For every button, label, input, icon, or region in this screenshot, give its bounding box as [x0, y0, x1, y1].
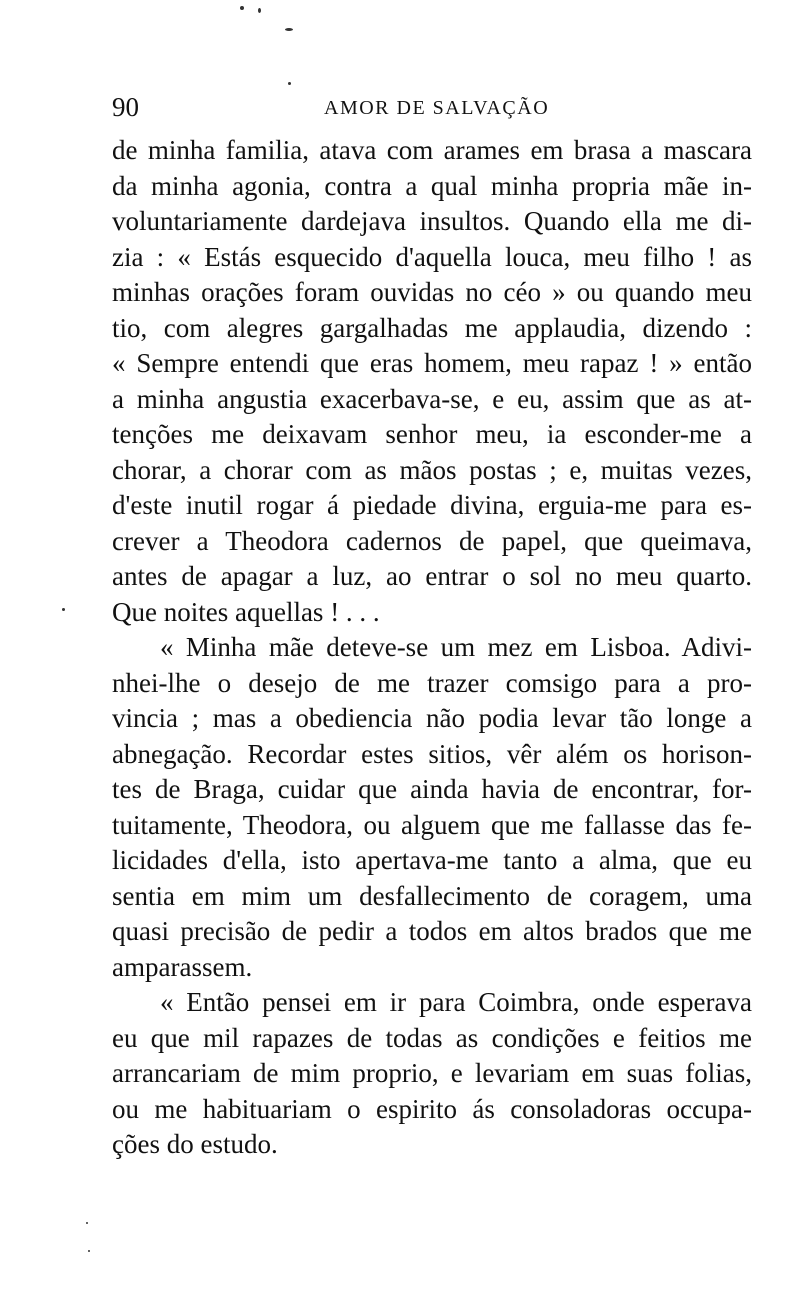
text-line: da minha agonia, contra a qual minha propria mãe in-	[112, 170, 752, 201]
print-speck	[258, 8, 261, 13]
print-speck	[240, 6, 244, 10]
text-line: nhei-lhe o desejo de me trazer comsigo para a pro-	[112, 667, 752, 698]
text-line: quasi precisão de pedir a todos em altos brados que me	[112, 916, 752, 946]
text-line: sentia em mim um desfallecimento de coragem, uma	[112, 880, 752, 911]
text-line: crever a Theodora cadernos de papel, que queimava,	[112, 525, 752, 556]
print-speck	[288, 82, 291, 85]
text-line: tio, com alegres gargalhadas me applaudia, dizendo :	[112, 312, 752, 343]
page-header	[112, 92, 752, 128]
print-speck	[285, 28, 293, 31]
text-line: zia : « Estás esquecido d'aquella louca, meu filho ! as	[112, 241, 752, 272]
text-line: abnegação. Recordar estes sitios, vêr além os horison-	[112, 738, 752, 769]
text-line: voluntariamente dardejava insultos. Quando ella me di-	[112, 206, 752, 236]
text-line: amparassem.	[112, 951, 253, 982]
text-line: ou me habituariam o espirito ás consoladoras occupa-	[112, 1093, 752, 1124]
text-line: a minha angustia exacerbava-se, e eu, assim que as at-	[112, 383, 752, 414]
print-speck	[62, 608, 65, 611]
text-line: tuitamente, Theodora, ou alguem que me fallasse das fe-	[112, 809, 752, 840]
print-speck	[88, 1250, 90, 1252]
text-line: antes de apagar a luz, ao entrar o sol no meu quarto.	[112, 561, 752, 591]
text-line: Que noites aquellas ! . . .	[112, 596, 380, 627]
text-line: tenções me deixavam senhor meu, ia esconder-me a	[112, 419, 752, 449]
text-line: ções do estudo.	[112, 1129, 278, 1159]
text-line: d'este inutil rogar á piedade divina, erguia-me para es-	[112, 490, 752, 520]
text-line: chorar, a chorar com as mãos postas ; e, muitas vezes,	[112, 454, 752, 485]
text-line: licidades d'ella, isto apertava-me tanto a alma, que eu	[112, 845, 752, 875]
text-line: de minha familia, atava com arames em brasa a mascara	[112, 135, 752, 165]
text-line: vincia ; mas a obediencia não podia levar tão longe a	[112, 703, 752, 733]
running-title: AMOR DE SALVAÇÃO	[324, 97, 550, 119]
text-line: eu que mil rapazes de todas as condições e feitios me	[112, 1022, 752, 1053]
text-line: tes de Braga, cuidar que ainda havia de encontrar, for-	[112, 774, 752, 804]
body-text	[112, 133, 752, 1163]
text-line: minhas orações foram ouvidas no céo » ou quando meu	[112, 277, 752, 307]
text-line: « Então pensei em ir para Coimbra, onde esperava	[160, 987, 752, 1017]
page-number: 90	[112, 92, 139, 122]
print-speck	[86, 1222, 88, 1224]
text-line: « Minha mãe deteve-se um mez em Lisboa. Adivi-	[160, 632, 752, 662]
text-line: arrancariam de mim proprio, e levariam em suas folias,	[112, 1058, 752, 1088]
text-line: « Sempre entendi que eras homem, meu rapaz ! » então	[112, 348, 752, 378]
